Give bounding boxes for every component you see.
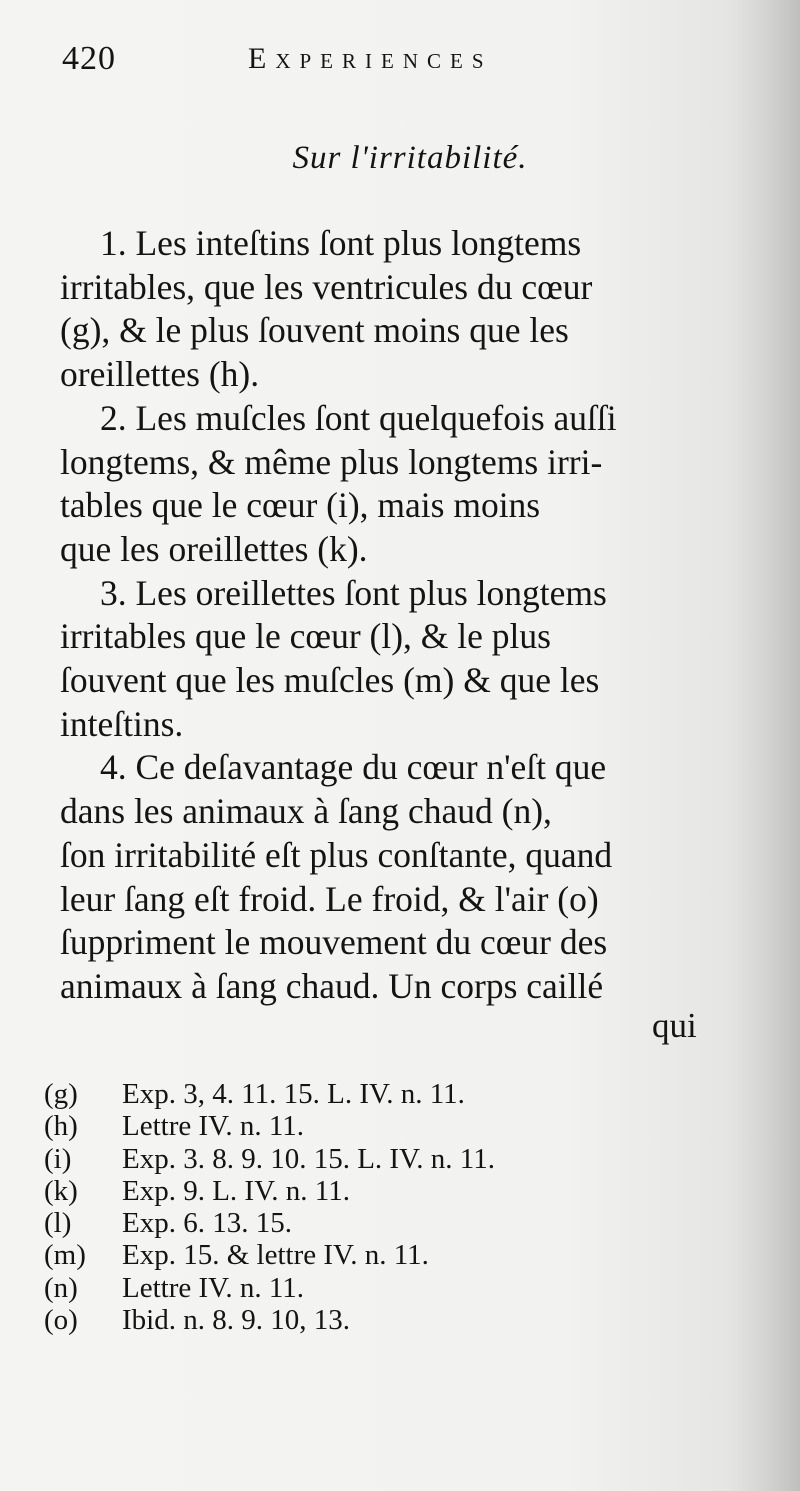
footnote-mark: (n)	[44, 1271, 78, 1304]
text-line: leur ſang eſt froid. Le froid, & l'air (o)	[60, 878, 599, 919]
text-line: 2. Les muſcles ſont quelquefois auſſi	[100, 397, 617, 438]
paragraph-3	[60, 572, 732, 747]
text-line: inteſtins.	[60, 703, 184, 744]
page-gutter-shadow	[730, 0, 800, 1491]
footnote-k	[44, 1175, 664, 1207]
text-line: irritables, que les ventricules du cœur	[60, 266, 593, 307]
footnotes	[44, 1078, 664, 1336]
footnote-i	[44, 1143, 664, 1175]
text-line: 1. Les inteſtins ſont plus longtems	[100, 223, 582, 263]
text-line: oreillettes (h).	[60, 354, 260, 395]
footnote-mark: (m)	[44, 1239, 86, 1272]
text-line: que les oreillettes (k).	[60, 528, 368, 569]
footnote-text: Lettre IV. n. 11.	[122, 1110, 305, 1143]
paragraph-4	[60, 746, 732, 1008]
catchword: qui	[652, 1006, 697, 1045]
text-line: ſuppriment le mouvement du cœur des	[60, 922, 608, 963]
footnote-mark: (k)	[44, 1174, 78, 1207]
footnote-text: Exp. 9. L. IV. n. 11.	[122, 1174, 350, 1207]
footnote-text: Ibid. n. 8. 9. 10, 13.	[122, 1304, 350, 1337]
footnote-n	[44, 1272, 664, 1304]
footnote-mark: (o)	[44, 1304, 78, 1337]
text-line: 4. Ce deſavantage du cœur n'eſt que	[100, 747, 607, 788]
footnote-mark: (h)	[44, 1110, 78, 1143]
footnote-text: Lettre IV. n. 11.	[122, 1271, 305, 1304]
footnote-text: Exp. 6. 13. 15.	[122, 1207, 292, 1240]
text-line: animaux à ſang chaud. Un corps caillé	[60, 965, 604, 1006]
text-line: ſouvent que les muſcles (m) & que les	[60, 660, 600, 701]
body-text	[60, 222, 732, 1009]
footnote-text: Exp. 3. 8. 9. 10. 15. L. IV. n. 11.	[122, 1142, 495, 1175]
page-header	[62, 40, 722, 100]
footnote-g	[44, 1078, 664, 1110]
section-title: Sur l'irritabilité.	[292, 140, 528, 176]
page-number: 420	[62, 40, 116, 77]
text-line: longtems, & même plus longtems irri-	[60, 441, 603, 482]
text-line: irritables que le cœur (l), & le plus	[60, 616, 551, 657]
footnote-m	[44, 1239, 664, 1271]
text-line: (g), & le plus ſouvent moins que les	[60, 310, 569, 351]
footnote-l	[44, 1207, 664, 1239]
footnote-mark: (i)	[44, 1142, 72, 1175]
footnote-o	[44, 1304, 664, 1336]
running-head: Experiences	[248, 42, 493, 75]
footnote-mark: (g)	[44, 1078, 78, 1110]
footnote-mark: (l)	[44, 1207, 72, 1240]
paragraph-2	[60, 397, 732, 572]
text-line: 3. Les oreillettes ſont plus longtems	[100, 572, 607, 613]
footnote-text: Exp. 3, 4. 11. 15. L. IV. n. 11.	[122, 1078, 465, 1110]
footnote-h	[44, 1110, 664, 1142]
text-line: dans les animaux à ſang chaud (n),	[60, 791, 552, 832]
text-line: ſon irritabilité eſt plus conſtante, quand	[60, 834, 613, 875]
footnote-text: Exp. 15. & lettre IV. n. 11.	[122, 1239, 429, 1272]
paragraph-1	[60, 222, 732, 397]
text-line: tables que le cœur (i), mais moins	[60, 485, 541, 526]
